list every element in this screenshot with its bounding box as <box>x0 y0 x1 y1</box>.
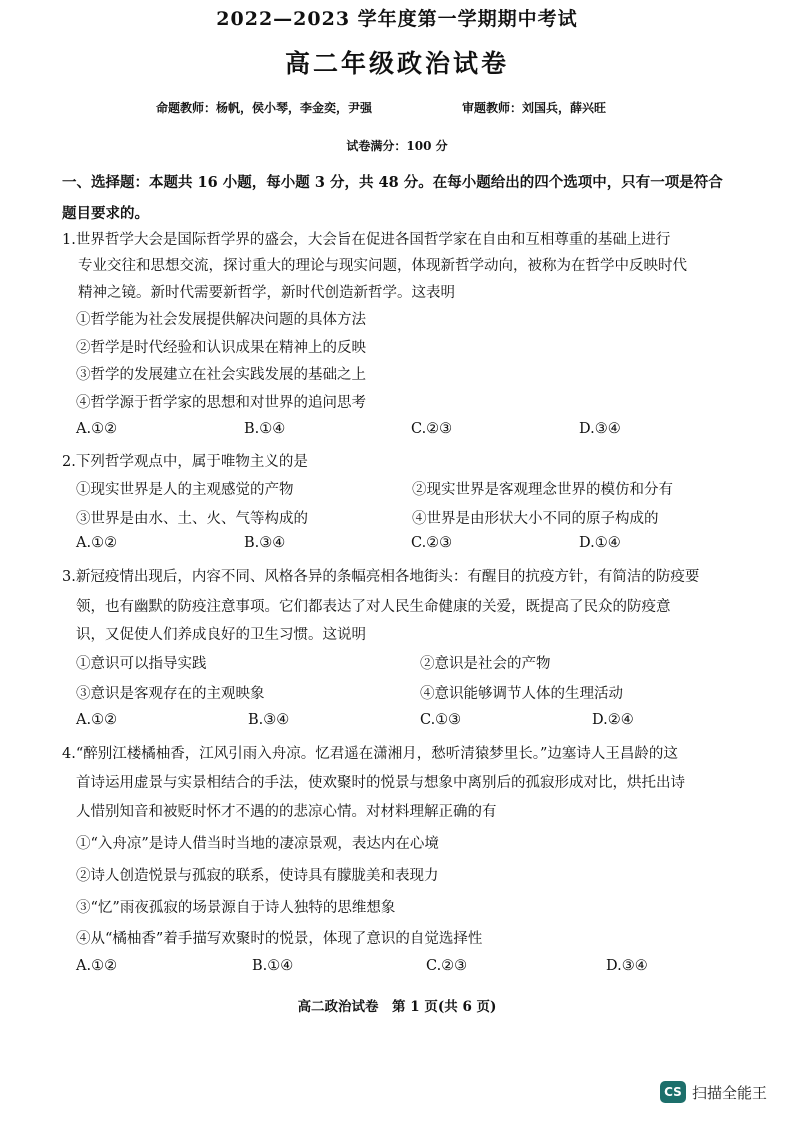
q2-stem: 2.下列哲学观点中，属于唯物主义的是 <box>62 454 308 470</box>
page-footer: 高二政治试卷 第 1 页(共 6 页) <box>297 999 497 1015</box>
q3-stem-line: 3.新冠疫情出现后，内容不同、风格各异的条幅亮相各地街头：有醒目的抗疫方针，有简洁的防疫要 <box>62 569 700 585</box>
paper-title: 高二年级政治试卷 <box>284 49 509 78</box>
q1-statement: ①哲学能为社会发展提供解决问题的具体方法 <box>76 312 366 328</box>
q1-option-d: D.③④ <box>579 421 621 437</box>
q1-option-c: C.②③ <box>411 421 453 437</box>
q1-stem-line: 精神之镜。新时代需要新哲学，新时代创造新哲学。这表明 <box>78 285 455 301</box>
q3-stem-line: 领，也有幽默的防疫注意事项。它们都表达了对人民生命健康的关爱，既提高了民众的防疫意 <box>76 599 671 615</box>
q3-option-a: A.①② <box>76 712 118 728</box>
q2-statement: ④世界是由形状大小不同的原子构成的 <box>412 511 659 527</box>
q4-statement: ④从“橘柚香”着手描写欢聚时的悦景，体现了意识的自觉选择性 <box>76 931 483 947</box>
section-instruction: 一、选择题：本题共 16 小题，每小题 3 分，共 48 分。在每小题给出的四个选项中，只有一项是符合 <box>62 174 723 191</box>
q2-option-b: B.③④ <box>244 535 286 551</box>
camscanner-icon: CS <box>660 1081 686 1103</box>
q2-statement: ①现实世界是人的主观感觉的产物 <box>76 482 294 498</box>
q4-stem-line: 人惜别知音和被贬时怀才不遇的的悲凉心情。对材料理解正确的有 <box>76 804 497 820</box>
reviewers-line: 审题教师：刘国兵，薛兴旺 <box>462 101 607 115</box>
scanner-watermark <box>660 1081 767 1103</box>
section-instruction-cont: 题目要求的。 <box>62 205 149 222</box>
q2-option-d: D.①④ <box>579 535 621 551</box>
q4-option-b: B.①④ <box>252 958 294 974</box>
q3-option-c: C.①③ <box>420 712 462 728</box>
q3-statement: ④意识能够调节人体的生理活动 <box>420 686 623 702</box>
setters-line: 命题教师：杨帆，侯小琴，李金奕，尹强 <box>156 101 373 115</box>
q1-option-b: B.①④ <box>244 421 286 437</box>
q4-stem-line: 首诗运用虚景与实景相结合的手法，使欢聚时的悦景与想象中离别后的孤寂形成对比，烘托出诗 <box>76 775 685 791</box>
q4-statement: ③“忆”雨夜孤寂的场景源自于诗人独特的思维想象 <box>76 900 396 916</box>
q3-statement: ②意识是社会的产物 <box>420 656 551 672</box>
q1-stem-line: 专业交往和思想交流，探讨重大的理论与现实问题，体现新哲学动向，被称为在哲学中反映时代 <box>78 258 687 274</box>
q4-stem-line: 4.“醉别江楼橘柚香，江风引雨入舟凉。忆君遥在潇湘月，愁听清猿梦里长。”边塞诗人王昌龄的这 <box>62 746 678 762</box>
q4-option-d: D.③④ <box>606 958 648 974</box>
q1-stem-line: 1.世界哲学大会是国际哲学界的盛会，大会旨在促进各国哲学家在自由和互相尊重的基础上进行 <box>62 232 671 248</box>
q1-statement: ④哲学源于哲学家的思想和对世界的追问思考 <box>76 395 366 411</box>
q2-statement: ②现实世界是客观理念世界的模仿和分有 <box>412 482 673 498</box>
q2-option-a: A.①② <box>76 535 118 551</box>
q4-option-a: A.①② <box>76 958 118 974</box>
exam-title: 2022—2023 学年度第一学期期中考试 <box>216 8 578 30</box>
q3-option-b: B.③④ <box>248 712 290 728</box>
q2-statement: ③世界是由水、土、火、气等构成的 <box>76 511 308 527</box>
q3-option-d: D.②④ <box>592 712 634 728</box>
q4-statement: ②诗人创造悦景与孤寂的联系，使诗具有朦胧美和表现力 <box>76 868 439 884</box>
q1-option-a: A.①② <box>76 421 118 437</box>
q4-statement: ①“入舟凉”是诗人借当时当地的凄凉景观，表达内在心境 <box>76 836 439 852</box>
q2-option-c: C.②③ <box>411 535 453 551</box>
q1-statement: ③哲学的发展建立在社会实践发展的基础之上 <box>76 367 366 383</box>
watermark-text: 扫描全能王 <box>692 1083 768 1102</box>
q3-stem-line: 识，又促使人们养成良好的卫生习惯。这说明 <box>76 627 366 643</box>
q3-statement: ③意识是客观存在的主观映象 <box>76 686 265 702</box>
q3-statement: ①意识可以指导实践 <box>76 656 207 672</box>
q1-statement: ②哲学是时代经验和认识成果在精神上的反映 <box>76 340 366 356</box>
q4-option-c: C.②③ <box>426 958 468 974</box>
total-score: 试卷满分：100 分 <box>346 139 448 153</box>
